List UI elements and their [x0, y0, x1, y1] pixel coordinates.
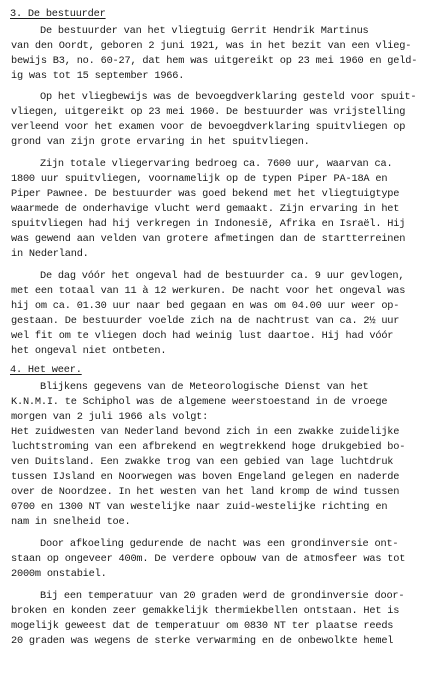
text-line: met een totaal van 11 à 12 werkuren. De nacht voor het ongeval was [11, 285, 406, 297]
text-line: 0700 en 1300 NT van westelijke naar zuid-westelijke richting en [11, 501, 388, 513]
text-line: hij om ca. 01.30 uur naar bed gegaan en was om 04.00 uur weer op- [11, 300, 400, 312]
text-line: verleend voor het examen voor de bevoegdverklaring spuitvliegen op [11, 121, 406, 133]
text-line: broken en konden zeer gemakkelijk thermiekbellen ontstaan. Het is [11, 605, 400, 617]
text-line: K.N.M.I. te Schiphol was de algemene weerstoestand in de vroege [11, 396, 388, 408]
text-line: 2000m onstabiel. [11, 568, 107, 580]
text-line: van den Oordt, geboren 2 juni 1921, was in het bezit van een vlieg- [11, 40, 412, 52]
text-line: nam in snelheid toe. [11, 516, 131, 528]
text-line: 1800 uur spuitvliegen, voornamelijk op de typen Piper PA-18A en [11, 173, 388, 185]
text-line: De bestuurder van het vliegtuig Gerrit Hendrik Martinus [40, 25, 369, 37]
text-line: was gewend aan velden van grotere afmetingen dan de startterreinen [11, 233, 406, 245]
text-line: Piper Pawnee. De bestuurder was goed bekend met het vliegtuigtype [11, 188, 400, 200]
text-line: luchtstroming van een afbrekend en wegtrekkend hoge drukgebied bo- [11, 441, 406, 453]
text-line: ig was tot 15 september 1966. [11, 70, 185, 82]
text-line: in Nederland. [11, 248, 89, 260]
text-line: ven Duitsland. Een zwakke trog van een gebied van lage luchtdruk [11, 456, 394, 468]
section-3-heading: 3. De bestuurder [10, 8, 106, 20]
text-line: bewijs B3, no. 60-27, dat hem was uitgereikt op 23 mei 1960 en geld- [11, 55, 418, 67]
text-line: over de Noordzee. In het westen van het land kromp de wind tussen [11, 486, 400, 498]
text-line: grond van zijn grote ervaring in het spuitvliegen. [11, 136, 310, 148]
text-line: Blijkens gegevens van de Meteorologische Dienst van het [40, 381, 369, 393]
text-line: morgen van 2 juli 1966 als volgt: [11, 411, 209, 423]
text-line: De dag vóór het ongeval had de bestuurder ca. 9 uur gevlogen, [40, 270, 405, 282]
text-line: Door afkoeling gedurende de nacht was een grondinversie ont- [40, 538, 399, 550]
text-line: vliegen, uitgereikt op 23 mei 1960. De bestuurder was vrijstelling [11, 106, 406, 118]
section-4-heading: 4. Het weer. [10, 364, 82, 376]
text-line: gestaan. De bestuurder voelde zich na de nachtrust van ca. 2½ uur [11, 315, 400, 327]
text-line: Op het vliegbewijs was de bevoegdverklaring gesteld voor spuit- [40, 91, 417, 103]
text-line: Het zuidwesten van Nederland bevond zich in een zwakke zuidelijke [11, 426, 400, 438]
text-line: 20 graden was wegens de sterke verwarming en de onbewolkte hemel [11, 635, 394, 647]
text-line: staan op ongeveer 400m. De verdere opbouw van de atmosfeer was tot [11, 553, 406, 565]
text-line: tussen IJsland en Noorwegen was boven Engeland gelegen en naderde [11, 471, 400, 483]
text-line: waarmede de onderhavige vlucht werd gemaakt. Zijn ervaring in het [11, 203, 400, 215]
text-line: wel fit om te vliegen doch had weinig lust daartoe. Hij had vóór [11, 330, 394, 342]
text-line: mogelijk geweest dat de temperatuur om 0830 NT ter plaatse reeds [11, 620, 394, 632]
text-line: Bij een temperatuur van 20 graden werd de grondinversie door- [40, 590, 405, 602]
text-line: spuitvliegen had hij verkregen in Indonesië, Afrika en Israël. Hij [11, 218, 406, 230]
text-line: het ongeval niet ontbeten. [11, 345, 167, 357]
text-line: Zijn totale vliegervaring bedroeg ca. 7600 uur, waarvan ca. [40, 158, 393, 170]
